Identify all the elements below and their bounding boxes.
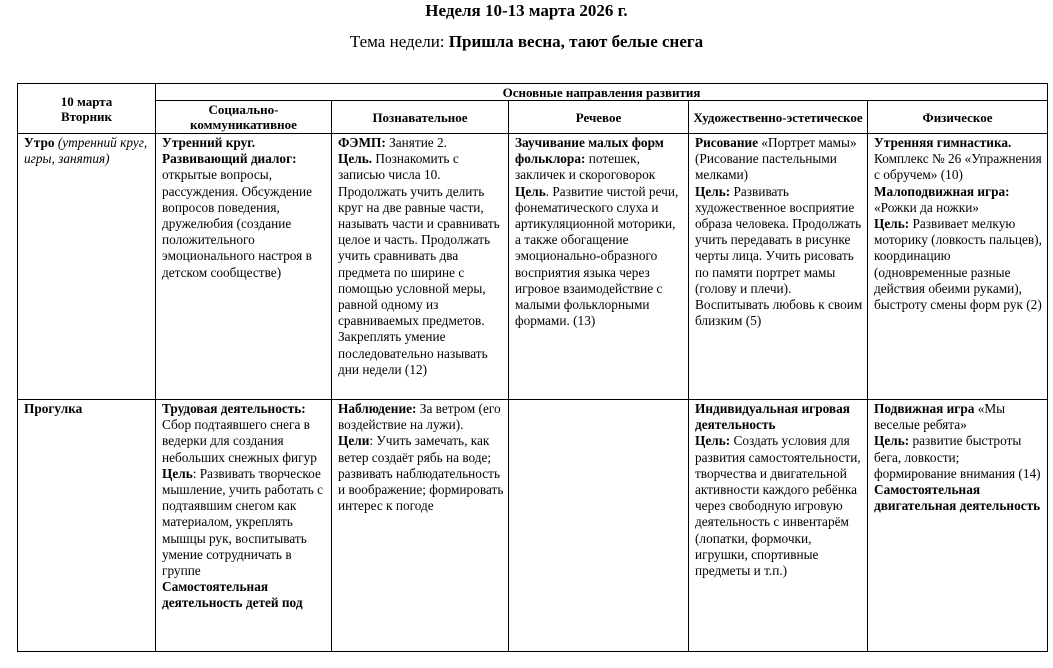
cell-cognitive-walk (332, 400, 509, 652)
cell-heading: Цель: (874, 216, 910, 232)
cell-text: Сбор подтаявшего снега в ведерки для создания небольших снежных фигур (162, 417, 317, 465)
cell-heading: Утренняя гимнастика. (874, 135, 1012, 150)
period-note: (утренний круг, игры, занятия) (24, 135, 148, 167)
cell-art-morning (689, 134, 868, 400)
cell-heading: Утренний круг. (162, 135, 256, 150)
period-cell-walk (18, 400, 156, 652)
period-label: Прогулка (24, 401, 83, 416)
column-header-speech: Речевое (509, 101, 689, 134)
cell-heading: Наблюдение: (338, 401, 417, 416)
cell-social-morning (156, 134, 332, 400)
cell-heading: Самостоятельная деятельность детей под (162, 579, 303, 611)
cell-text: . Развитие чистой речи, фонематического слуха и артикуляционной моторики, а также обогащение эмоционально-образного восприятия языка через игровое взаимодействие с малыми фольклорными формами. (13) (515, 183, 679, 329)
cell-heading: Цель: (695, 183, 731, 199)
day-cell: 10 марта Вторник (18, 84, 156, 134)
cell-heading: Подвижная игра (874, 401, 975, 416)
page-title: Неделя 10-13 марта 2026 г. (425, 1, 628, 20)
cell-text: «Мы веселые ребята» (874, 401, 1006, 433)
week-theme-label: Тема недели: (349, 32, 449, 51)
cell-physical-walk (868, 400, 1048, 652)
cell-speech-morning (509, 134, 689, 400)
cell-heading: Цели (338, 433, 370, 449)
table-row (18, 134, 1048, 400)
daily-plan-table (17, 83, 1048, 652)
cell-heading: Цель: (874, 433, 910, 449)
week-theme (0, 31, 1053, 53)
cell-text: : Развивать творческое мышление, учить работать с подтаявшим снегом как материалом, укреплять мышцы рук, воспитывать умение сотрудничать в группе (162, 465, 323, 579)
cell-heading: ФЭМП: (338, 135, 386, 150)
directions-group-header: Основные направления развития (156, 84, 1048, 101)
cell-heading: Трудовая деятельность: (162, 401, 306, 416)
cell-text: За ветром (его воздействие на лужи). (338, 401, 501, 433)
cell-text: Создать условия для развития самостоятельности, творчества и двигательной активности каждого ребёнка через свободную игровую деятельность с инвентарём (лопатки, формочки, игрушки, спортивные предметы и т.п.) (695, 433, 861, 579)
period-cell-morning (18, 134, 156, 400)
cell-heading: Самостоятельная двигательная деятельность (874, 482, 1041, 514)
cell-heading: Цель (162, 465, 193, 481)
cell-heading: Индивидуальная игровая деятельность (695, 401, 850, 433)
period-label: Утро (24, 135, 55, 150)
cell-text: Комплекс № 26 «Упражнения с обручем» (10) (874, 151, 1042, 183)
cell-heading: Развивающий диалог: (162, 151, 297, 167)
cell-art-walk (689, 400, 868, 652)
cell-heading: Цель: (695, 433, 731, 449)
column-header-social: Социально-коммуникативное (156, 101, 332, 134)
table-row (18, 400, 1048, 652)
cell-text: потешек, закличек и скороговорок (515, 151, 656, 183)
cell-physical-morning (868, 134, 1048, 400)
column-header-art: Художественно-эстетическое (689, 101, 868, 134)
cell-heading: Цель. (338, 151, 373, 167)
cell-heading: Малоподвижная игра: (874, 183, 1010, 199)
cell-text: открытые вопросы, рассуждения. Обсуждение вопросов поведения, дружелюбия (создание положительного эмоционального настроя в детском сообществе) (162, 167, 313, 280)
cell-text: : Учить замечать, как ветер создаёт рябь на воде; развивать наблюдательность и воображение; формировать интерес к погоде (338, 433, 504, 514)
cell-text: Занятие 2. (385, 135, 448, 150)
cell-cognitive-morning (332, 134, 509, 400)
cell-social-walk (156, 400, 332, 652)
table-header-row-2 (18, 101, 1048, 134)
cell-heading: Рисование (695, 135, 759, 150)
cell-text: развитие быстроты бега, ловкости; формирование внимания (14) (874, 433, 1041, 481)
cell-text: «Портрет мамы» (Рисование пастельными мелками) (695, 135, 857, 183)
cell-text: «Рожки да ножки» (874, 199, 979, 215)
table-header-row-1 (18, 84, 1048, 101)
cell-heading: Заучивание малых форм фольклора: (515, 135, 664, 167)
column-header-physical: Физическое (868, 101, 1048, 134)
cell-text: Развивает мелкую моторику (ловкость пальцев), координацию (одновременные разные действия обеими руками), быстроту смены форм рук (2) (874, 216, 1042, 313)
week-theme-value: Пришла весна, тают белые снега (448, 32, 704, 51)
cell-heading: Цель (515, 183, 546, 199)
cell-text: Познакомить с записью числа 10. Продолжать учить делить круг на две равные части, называть части и сравнивать целое и часть. Продолжать учить сравнивать два предмета по ширине с помощью условной меры, равной одному из сравниваемых предметов. Закреплять умение последовательно называть дни недели (12) (338, 151, 500, 377)
cell-speech-walk (509, 400, 689, 652)
cell-text: Развивать художественное восприятие образа человека. Продолжать учить передавать в рисунке черты лица. Учить рисовать по памяти портрет мамы (голову и плечи). Воспитывать любовь к своим близким (5) (695, 183, 863, 329)
column-header-cognitive: Познавательное (332, 101, 509, 134)
